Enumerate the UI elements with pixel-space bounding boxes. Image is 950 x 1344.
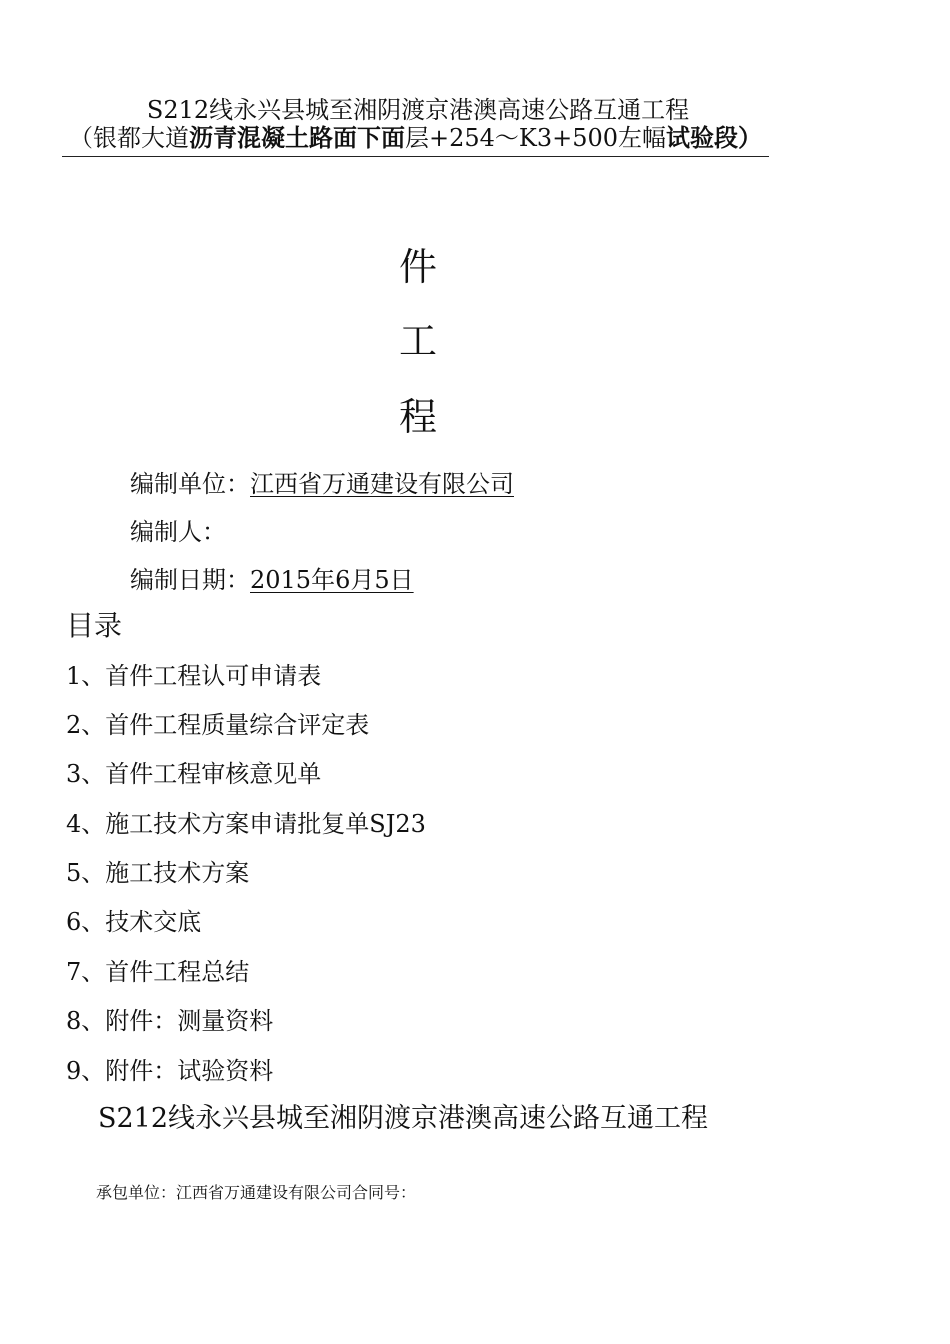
field-date-label: 编制日期：: [130, 566, 250, 594]
field-author-label: 编制人：: [130, 518, 226, 546]
toc-item: 5、施工技术方案: [66, 859, 250, 887]
cover-char-1: 件: [398, 245, 437, 289]
toc-title: 目录: [66, 609, 123, 642]
header-line2-part-bold: 沥青混凝土路面下面: [188, 124, 405, 152]
header-line2-part: （银都大道: [68, 124, 189, 152]
field-author: [130, 512, 226, 547]
toc-item: 7、首件工程总结: [66, 958, 250, 986]
field-date-value: 2015年6月5日: [250, 566, 414, 594]
field-unit-label: 编制单位：: [130, 470, 250, 498]
header-title-line2: [62, 118, 769, 157]
cover-char-3: 程: [398, 395, 437, 439]
field-date: [130, 560, 414, 595]
toc-item: 1、首件工程认可申请表: [66, 662, 322, 690]
field-unit: [130, 464, 514, 499]
toc-item: 4、施工技术方案申请批复单SJ23: [66, 810, 426, 838]
toc-item: 9、附件：试验资料: [66, 1057, 274, 1085]
contract-line: 承包单位：江西省万通建设有限公司合同号：: [96, 1183, 417, 1202]
toc-item: 8、附件：测量资料: [66, 1007, 274, 1035]
header-title-line1: S212线永兴县城至湘阴渡京港澳高速公路互通工程: [146, 96, 690, 124]
cover-char-2: 工: [398, 319, 437, 363]
header-line2-part: 层+254～K3+500左幅: [404, 124, 667, 152]
toc-item: 6、技术交底: [66, 908, 202, 936]
footer-project-title: S212线永兴县城至湘阴渡京港澳高速公路互通工程: [98, 1103, 709, 1134]
field-unit-value: 江西省万通建设有限公司: [250, 470, 514, 498]
toc-item: 2、首件工程质量综合评定表: [66, 711, 370, 739]
header-line2-part-bold: 试验段）: [666, 124, 763, 152]
toc-item: 3、首件工程审核意见单: [66, 760, 322, 788]
